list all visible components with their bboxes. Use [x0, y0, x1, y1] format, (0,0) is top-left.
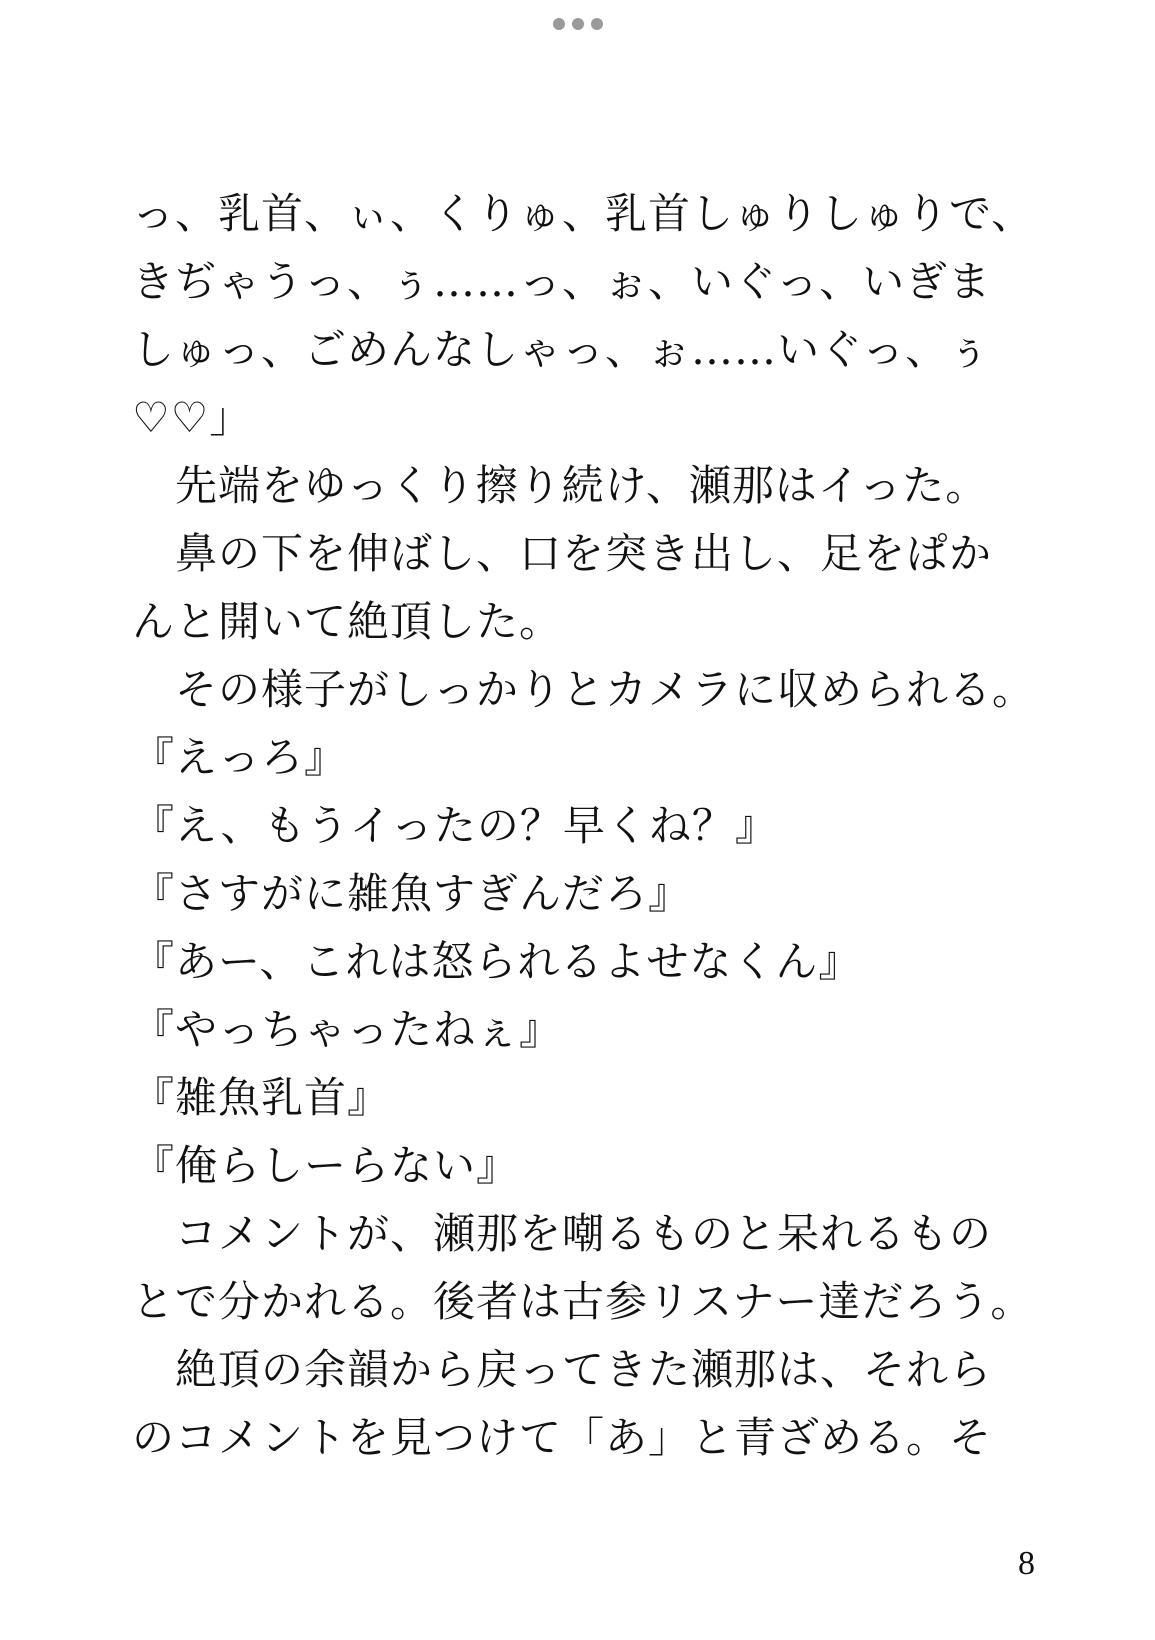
text-line: 『雑魚乳首』	[132, 1073, 391, 1122]
text-line: のコメントを見つけて「あ」と青ざめる。そ	[132, 1413, 993, 1462]
text-line: 『あー、これは怒られるよせなくん』	[132, 937, 862, 986]
text-line: 先端をゆっくり擦り続け、瀬那はイった。	[132, 461, 989, 510]
text-line: んと開いて絶頂した。	[132, 597, 563, 646]
text-line: 鼻の下を伸ばし、口を突き出し、足をぱか	[132, 529, 993, 578]
menu-dot	[553, 18, 565, 30]
menu-dot	[591, 18, 603, 30]
page-number: 8	[1018, 1545, 1035, 1582]
text-line: きぢゃうっ、ぅ……っ、ぉ、いぐっ、いぎま	[132, 257, 992, 306]
body-text	[132, 180, 1062, 1472]
text-line: 絶頂の余韻から戻ってきた瀬那は、それら	[132, 1345, 993, 1394]
text-line: 『え、もうイったの？早くね？』	[132, 801, 778, 850]
more-options-icon[interactable]	[553, 17, 603, 31]
text-line: その様子がしっかりとカメラに収められる。	[132, 665, 1036, 714]
text-line: ♡♡」	[132, 393, 253, 442]
text-line: しゅっ、ごめんなしゃっ、ぉ……いぐっ、ぅ	[132, 325, 992, 374]
menu-dot	[572, 18, 584, 30]
text-line: 『えっろ』	[132, 733, 348, 782]
text-line: 『さすがに雑魚すぎんだろ』	[132, 869, 692, 918]
text-line: とで分かれる。後者は古参リスナー達だろう。	[132, 1277, 1034, 1326]
text-line: 『俺らしーらない』	[132, 1141, 520, 1190]
text-line: コメントが、瀬那を嘲るものと呆れるもの	[132, 1209, 993, 1258]
text-line: 『やっちゃったねぇ』	[132, 1005, 563, 1054]
text-line: っ、乳首、ぃ、くりゅ、乳首しゅりしゅりで、	[132, 189, 1035, 238]
